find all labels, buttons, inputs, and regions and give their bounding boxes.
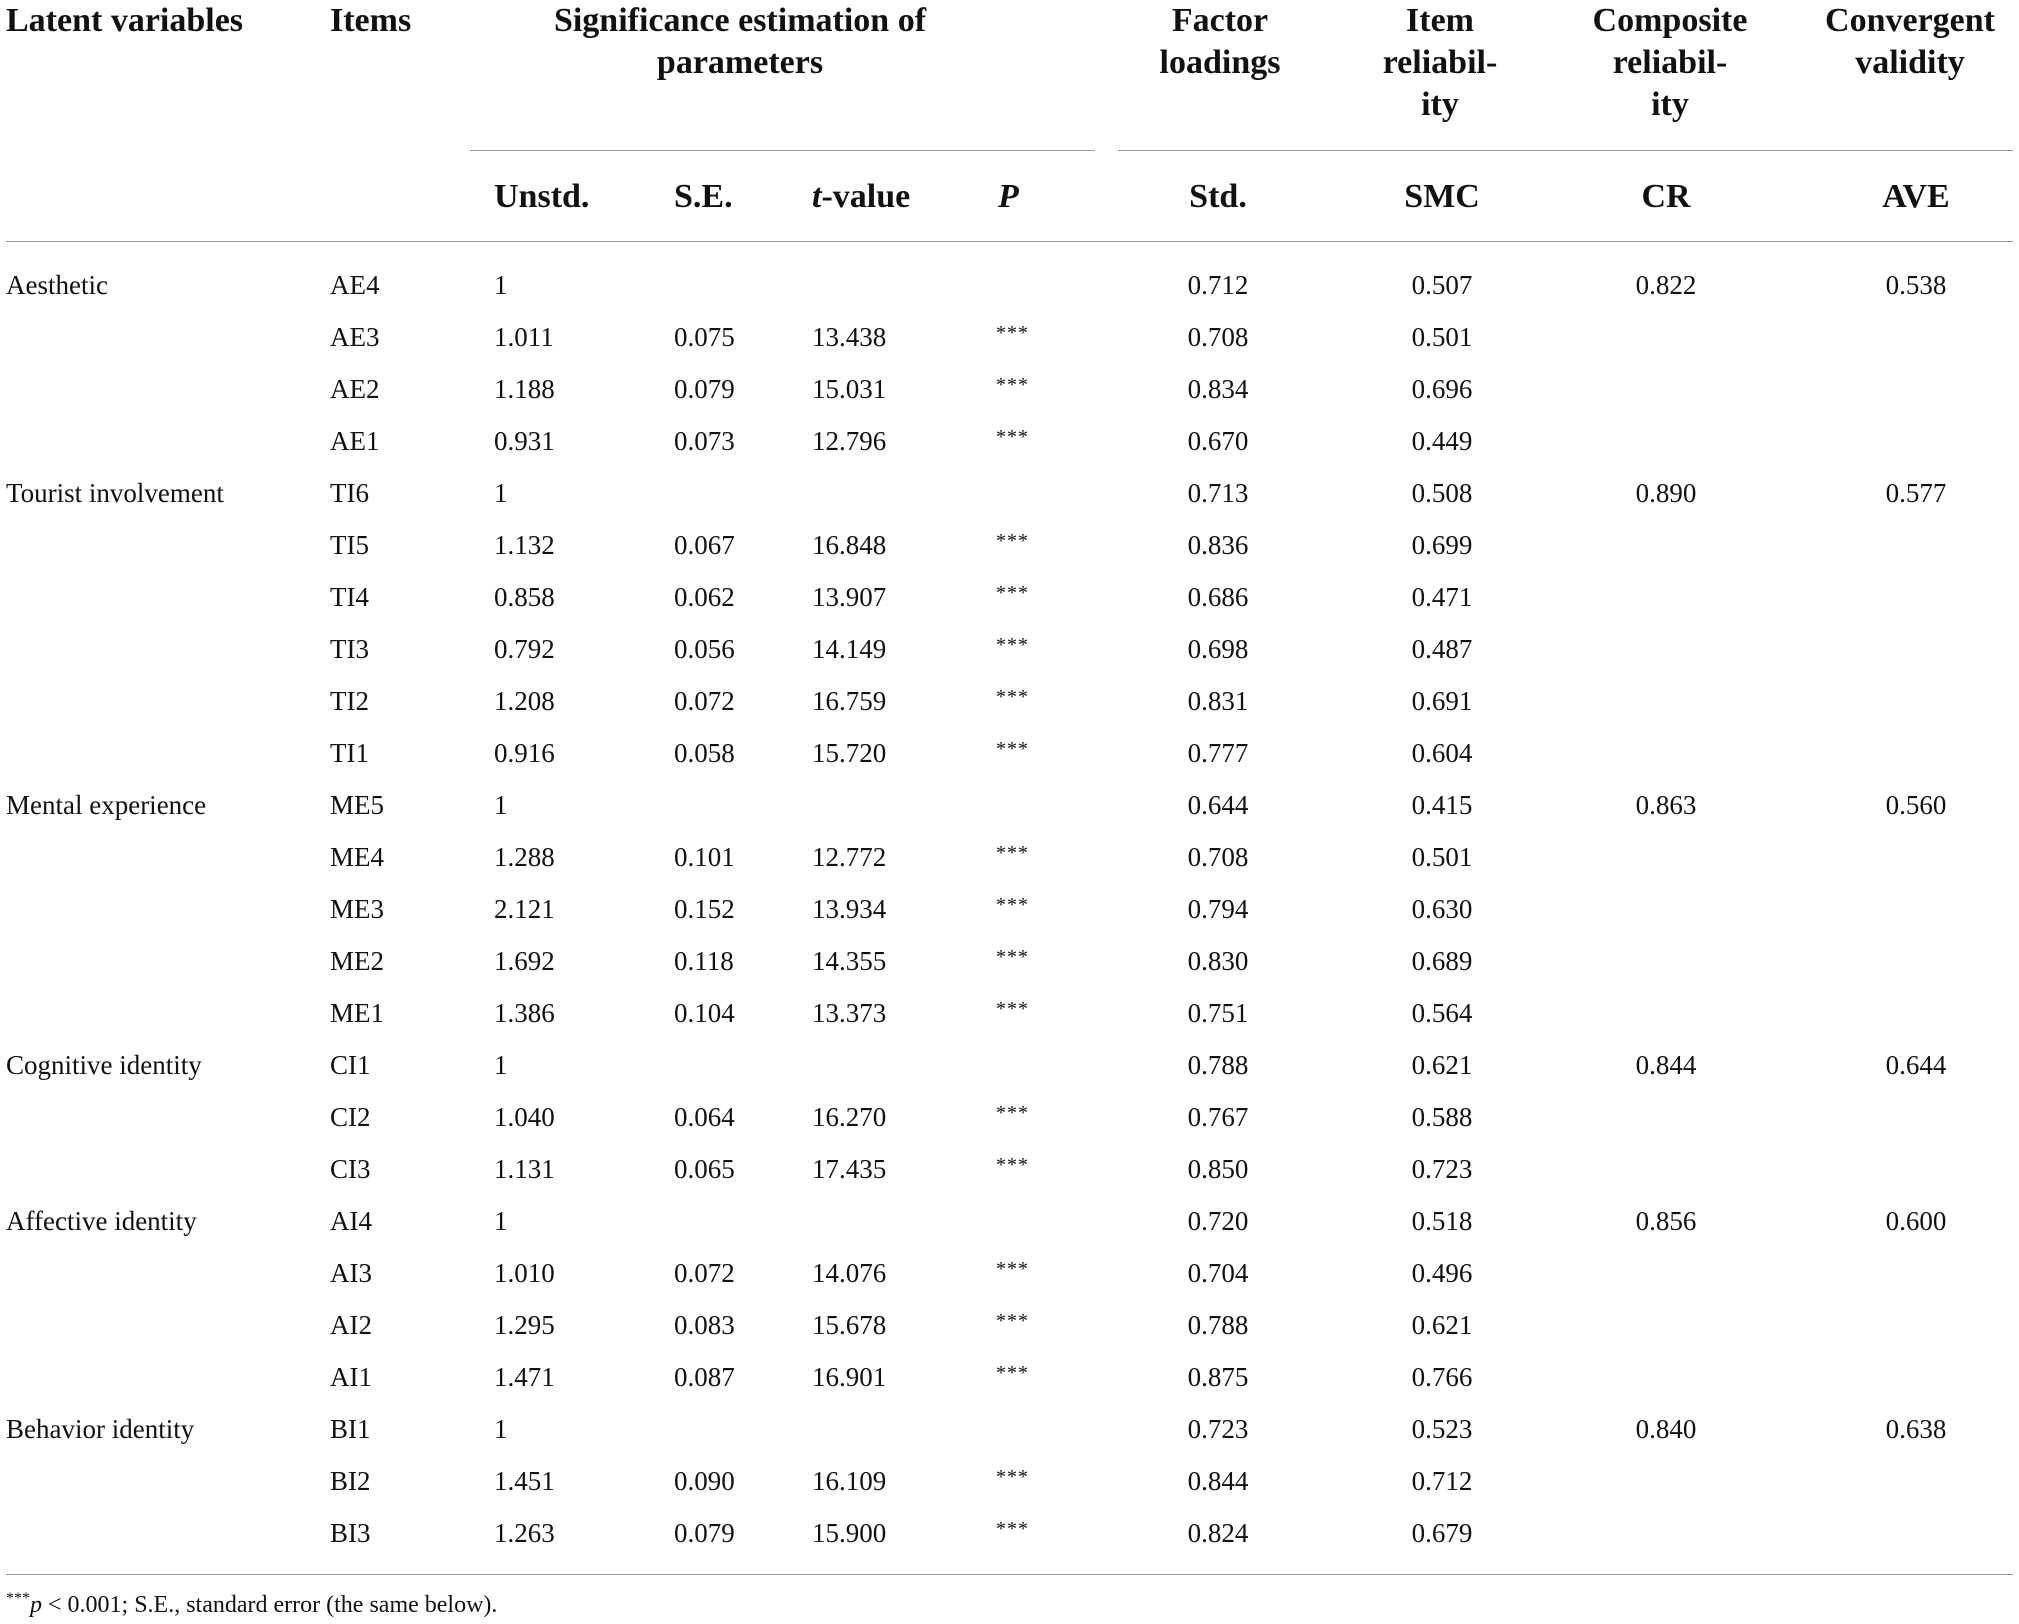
std-cell: 0.824 — [1187, 1518, 1249, 1548]
subheader-p: P — [998, 178, 1019, 215]
t-value-cell: 12.772 — [812, 842, 887, 872]
unstd-cell: 1 — [494, 270, 508, 300]
t-value-cell: 14.149 — [812, 634, 887, 664]
t-value-cell: 14.076 — [812, 1258, 887, 1288]
std-cell: 0.670 — [1187, 426, 1249, 456]
item-cell: AI1 — [330, 1362, 372, 1392]
p-cell: *** — [996, 946, 1029, 968]
std-cell: 0.875 — [1187, 1362, 1249, 1392]
smc-cell: 0.487 — [1411, 634, 1473, 664]
header-items: Items — [330, 2, 412, 39]
smc-cell: 0.696 — [1411, 374, 1473, 404]
p-cell: *** — [996, 1518, 1029, 1540]
smc-cell: 0.523 — [1411, 1414, 1473, 1444]
smc-cell: 0.766 — [1411, 1362, 1473, 1392]
std-cell: 0.831 — [1187, 686, 1249, 716]
se-cell: 0.073 — [674, 426, 735, 456]
se-cell: 0.072 — [674, 1258, 735, 1288]
item-cell: ME5 — [330, 790, 384, 820]
se-cell: 0.087 — [674, 1362, 735, 1392]
p-cell: *** — [996, 1310, 1029, 1332]
unstd-cell: 1 — [494, 1206, 508, 1236]
std-cell: 0.788 — [1187, 1310, 1249, 1340]
smc-cell: 0.630 — [1411, 894, 1473, 924]
header-item-reliability — [1340, 0, 1540, 126]
item-cell: BI2 — [330, 1466, 371, 1496]
header-composite-reliability-line3: ity — [1651, 86, 1689, 123]
p-cell: *** — [996, 634, 1029, 656]
unstd-cell: 0.858 — [494, 582, 555, 612]
cr-cell: 0.863 — [1635, 790, 1697, 820]
ave-cell: 0.538 — [1885, 270, 1947, 300]
p-cell: *** — [996, 686, 1029, 708]
unstd-cell: 1.131 — [494, 1154, 555, 1184]
p-cell: *** — [996, 998, 1029, 1020]
smc-cell: 0.588 — [1411, 1102, 1473, 1132]
subheader-t-value — [812, 176, 910, 218]
std-cell: 0.708 — [1187, 322, 1249, 352]
ave-cell: 0.560 — [1885, 790, 1947, 820]
p-cell: *** — [996, 1362, 1029, 1384]
t-value-cell: 16.848 — [812, 530, 887, 560]
item-cell: AE3 — [330, 322, 380, 352]
t-value-cell: 13.373 — [812, 998, 887, 1028]
latent-variable-cell: Behavior identity — [6, 1414, 195, 1444]
p-cell: *** — [996, 426, 1029, 448]
p-cell: *** — [996, 322, 1029, 344]
item-cell: AI4 — [330, 1206, 372, 1236]
item-cell: CI1 — [330, 1050, 371, 1080]
latent-variable-cell: Cognitive identity — [6, 1050, 202, 1080]
se-cell: 0.056 — [674, 634, 735, 664]
smc-cell: 0.723 — [1411, 1154, 1473, 1184]
t-value-cell: 12.796 — [812, 426, 887, 456]
t-value-cell: 13.438 — [812, 322, 887, 352]
smc-cell: 0.518 — [1411, 1206, 1473, 1236]
std-cell: 0.712 — [1187, 270, 1249, 300]
std-cell: 0.698 — [1187, 634, 1249, 664]
smc-cell: 0.471 — [1411, 582, 1473, 612]
std-cell: 0.686 — [1187, 582, 1249, 612]
significance-group-rule — [470, 150, 1095, 151]
p-cell: *** — [996, 1466, 1029, 1488]
unstd-cell: 1.263 — [494, 1518, 555, 1548]
std-cell: 0.704 — [1187, 1258, 1249, 1288]
std-cell: 0.834 — [1187, 374, 1249, 404]
smc-cell: 0.507 — [1411, 270, 1473, 300]
header-latent-variables: Latent variables — [6, 2, 244, 39]
item-cell: TI4 — [330, 582, 369, 612]
smc-cell: 0.679 — [1411, 1518, 1473, 1548]
t-value-cell: 15.900 — [812, 1518, 887, 1548]
smc-cell: 0.621 — [1411, 1050, 1473, 1080]
unstd-cell: 1 — [494, 478, 508, 508]
header-composite-reliability-line1: Composite — [1592, 2, 1748, 39]
header-item-reliability-line1: Item — [1406, 2, 1474, 39]
footnote-text: < 0.001; S.E., standard error (the same below). — [42, 1592, 498, 1618]
item-cell: TI5 — [330, 530, 369, 560]
subheader-cr: CR — [1641, 178, 1691, 215]
std-cell: 0.777 — [1187, 738, 1249, 768]
unstd-cell: 1.040 — [494, 1102, 555, 1132]
se-cell: 0.062 — [674, 582, 735, 612]
p-cell: *** — [996, 530, 1029, 552]
item-cell: BI1 — [330, 1414, 371, 1444]
unstd-cell: 1.011 — [494, 322, 554, 352]
std-cell: 0.850 — [1187, 1154, 1249, 1184]
unstd-cell: 1.208 — [494, 686, 555, 716]
unstd-cell: 1 — [494, 1414, 508, 1444]
std-cell: 0.751 — [1187, 998, 1249, 1028]
se-cell: 0.083 — [674, 1310, 735, 1340]
item-cell: AE2 — [330, 374, 380, 404]
right-group-rule — [1118, 150, 2013, 151]
cr-cell: 0.840 — [1635, 1414, 1697, 1444]
header-convergent-validity — [1810, 0, 2010, 84]
std-cell: 0.830 — [1187, 946, 1249, 976]
p-cell: *** — [996, 1258, 1029, 1280]
item-cell: ME1 — [330, 998, 384, 1028]
smc-cell: 0.501 — [1411, 842, 1473, 872]
smc-cell: 0.415 — [1411, 790, 1473, 820]
smc-cell: 0.501 — [1411, 322, 1473, 352]
t-value-cell: 16.109 — [812, 1466, 887, 1496]
t-value-cell: 16.270 — [812, 1102, 887, 1132]
item-cell: TI3 — [330, 634, 369, 664]
smc-cell: 0.564 — [1411, 998, 1473, 1028]
unstd-cell: 1.010 — [494, 1258, 555, 1288]
ave-cell: 0.644 — [1885, 1050, 1947, 1080]
p-cell: *** — [996, 894, 1029, 916]
unstd-cell: 2.121 — [494, 894, 555, 924]
unstd-cell: 1.471 — [494, 1362, 555, 1392]
footnote-p: p — [30, 1592, 42, 1618]
header-convergent-validity-line1: Convergent — [1825, 2, 1995, 39]
subheader-unstd: Unstd. — [494, 178, 590, 215]
item-cell: ME2 — [330, 946, 384, 976]
se-cell: 0.079 — [674, 374, 735, 404]
smc-cell: 0.689 — [1411, 946, 1473, 976]
se-cell: 0.058 — [674, 738, 735, 768]
header-significance: Significance estimation of parameters — [553, 2, 927, 81]
std-cell: 0.644 — [1187, 790, 1249, 820]
std-cell: 0.723 — [1187, 1414, 1249, 1444]
t-value-cell: 14.355 — [812, 946, 887, 976]
cr-cell: 0.844 — [1635, 1050, 1697, 1080]
p-cell: *** — [996, 374, 1029, 396]
p-cell: *** — [996, 738, 1029, 760]
se-cell: 0.152 — [674, 894, 735, 924]
se-cell: 0.104 — [674, 998, 735, 1028]
item-cell: TI1 — [330, 738, 369, 768]
item-cell: TI6 — [330, 478, 369, 508]
se-cell: 0.065 — [674, 1154, 735, 1184]
latent-variable-cell: Mental experience — [6, 790, 207, 820]
header-item-reliability-line3: ity — [1421, 86, 1459, 123]
smc-cell: 0.699 — [1411, 530, 1473, 560]
subheader-std: Std. — [1189, 178, 1247, 215]
item-cell: BI3 — [330, 1518, 371, 1548]
p-cell: *** — [996, 582, 1029, 604]
std-cell: 0.708 — [1187, 842, 1249, 872]
footnote — [6, 1590, 497, 1620]
cr-cell: 0.856 — [1635, 1206, 1697, 1236]
cr-cell: 0.822 — [1635, 270, 1697, 300]
subheader-t-italic: t — [812, 178, 822, 215]
item-cell: ME4 — [330, 842, 384, 872]
subheader-se: S.E. — [674, 178, 733, 215]
smc-cell: 0.449 — [1411, 426, 1473, 456]
se-cell: 0.067 — [674, 530, 735, 560]
header-composite-reliability — [1570, 0, 1770, 126]
header-bottom-rule — [6, 241, 2013, 242]
p-cell: *** — [996, 1154, 1029, 1176]
unstd-cell: 1.692 — [494, 946, 555, 976]
item-cell: AE4 — [330, 270, 380, 300]
std-cell: 0.788 — [1187, 1050, 1249, 1080]
t-value-cell: 15.678 — [812, 1310, 887, 1340]
smc-cell: 0.508 — [1411, 478, 1473, 508]
se-cell: 0.064 — [674, 1102, 735, 1132]
unstd-cell: 1.451 — [494, 1466, 555, 1496]
std-cell: 0.794 — [1187, 894, 1249, 924]
t-value-cell: 17.435 — [812, 1154, 887, 1184]
std-cell: 0.720 — [1187, 1206, 1249, 1236]
item-cell: TI2 — [330, 686, 369, 716]
table-bottom-rule — [6, 1574, 2013, 1575]
subheader-t-rest: -value — [821, 178, 911, 215]
p-cell: *** — [996, 1102, 1029, 1124]
header-factor-loadings: Factor loadings — [1159, 2, 1281, 81]
item-cell: AI2 — [330, 1310, 372, 1340]
latent-variable-cell: Aesthetic — [6, 270, 108, 300]
unstd-cell: 0.931 — [494, 426, 555, 456]
header-composite-reliability-line2: reliabil- — [1612, 44, 1728, 81]
unstd-cell: 1.188 — [494, 374, 555, 404]
t-value-cell: 15.720 — [812, 738, 887, 768]
se-cell: 0.090 — [674, 1466, 735, 1496]
ave-cell: 0.577 — [1885, 478, 1947, 508]
item-cell: AE1 — [330, 426, 380, 456]
p-cell: *** — [996, 842, 1029, 864]
ave-cell: 0.638 — [1885, 1414, 1947, 1444]
unstd-cell: 0.916 — [494, 738, 555, 768]
unstd-cell: 1.295 — [494, 1310, 555, 1340]
std-cell: 0.767 — [1187, 1102, 1249, 1132]
std-cell: 0.844 — [1187, 1466, 1249, 1496]
unstd-cell: 0.792 — [494, 634, 555, 664]
smc-cell: 0.691 — [1411, 686, 1473, 716]
latent-variable-cell: Tourist involvement — [6, 478, 224, 508]
unstd-cell: 1.288 — [494, 842, 555, 872]
std-cell: 0.836 — [1187, 530, 1249, 560]
item-cell: AI3 — [330, 1258, 372, 1288]
header-item-reliability-line2: reliabil- — [1382, 44, 1498, 81]
t-value-cell: 15.031 — [812, 374, 887, 404]
cr-cell: 0.890 — [1635, 478, 1697, 508]
item-cell: ME3 — [330, 894, 384, 924]
footnote-stars: *** — [6, 1590, 30, 1607]
subheader-ave: AVE — [1882, 178, 1950, 215]
subheader-smc: SMC — [1404, 178, 1480, 215]
smc-cell: 0.496 — [1411, 1258, 1473, 1288]
unstd-cell: 1.386 — [494, 998, 555, 1028]
t-value-cell: 13.934 — [812, 894, 887, 924]
smc-cell: 0.712 — [1411, 1466, 1473, 1496]
se-cell: 0.072 — [674, 686, 735, 716]
unstd-cell: 1 — [494, 1050, 508, 1080]
latent-variable-cell: Affective identity — [6, 1206, 197, 1236]
t-value-cell: 16.901 — [812, 1362, 887, 1392]
se-cell: 0.101 — [674, 842, 735, 872]
ave-cell: 0.600 — [1885, 1206, 1947, 1236]
se-cell: 0.075 — [674, 322, 735, 352]
header-convergent-validity-line2: validity — [1855, 44, 1965, 81]
smc-cell: 0.604 — [1411, 738, 1473, 768]
se-cell: 0.079 — [674, 1518, 735, 1548]
item-cell: CI3 — [330, 1154, 371, 1184]
t-value-cell: 13.907 — [812, 582, 887, 612]
std-cell: 0.713 — [1187, 478, 1249, 508]
t-value-cell: 16.759 — [812, 686, 887, 716]
se-cell: 0.118 — [674, 946, 734, 976]
unstd-cell: 1 — [494, 790, 508, 820]
unstd-cell: 1.132 — [494, 530, 555, 560]
smc-cell: 0.621 — [1411, 1310, 1473, 1340]
item-cell: CI2 — [330, 1102, 371, 1132]
